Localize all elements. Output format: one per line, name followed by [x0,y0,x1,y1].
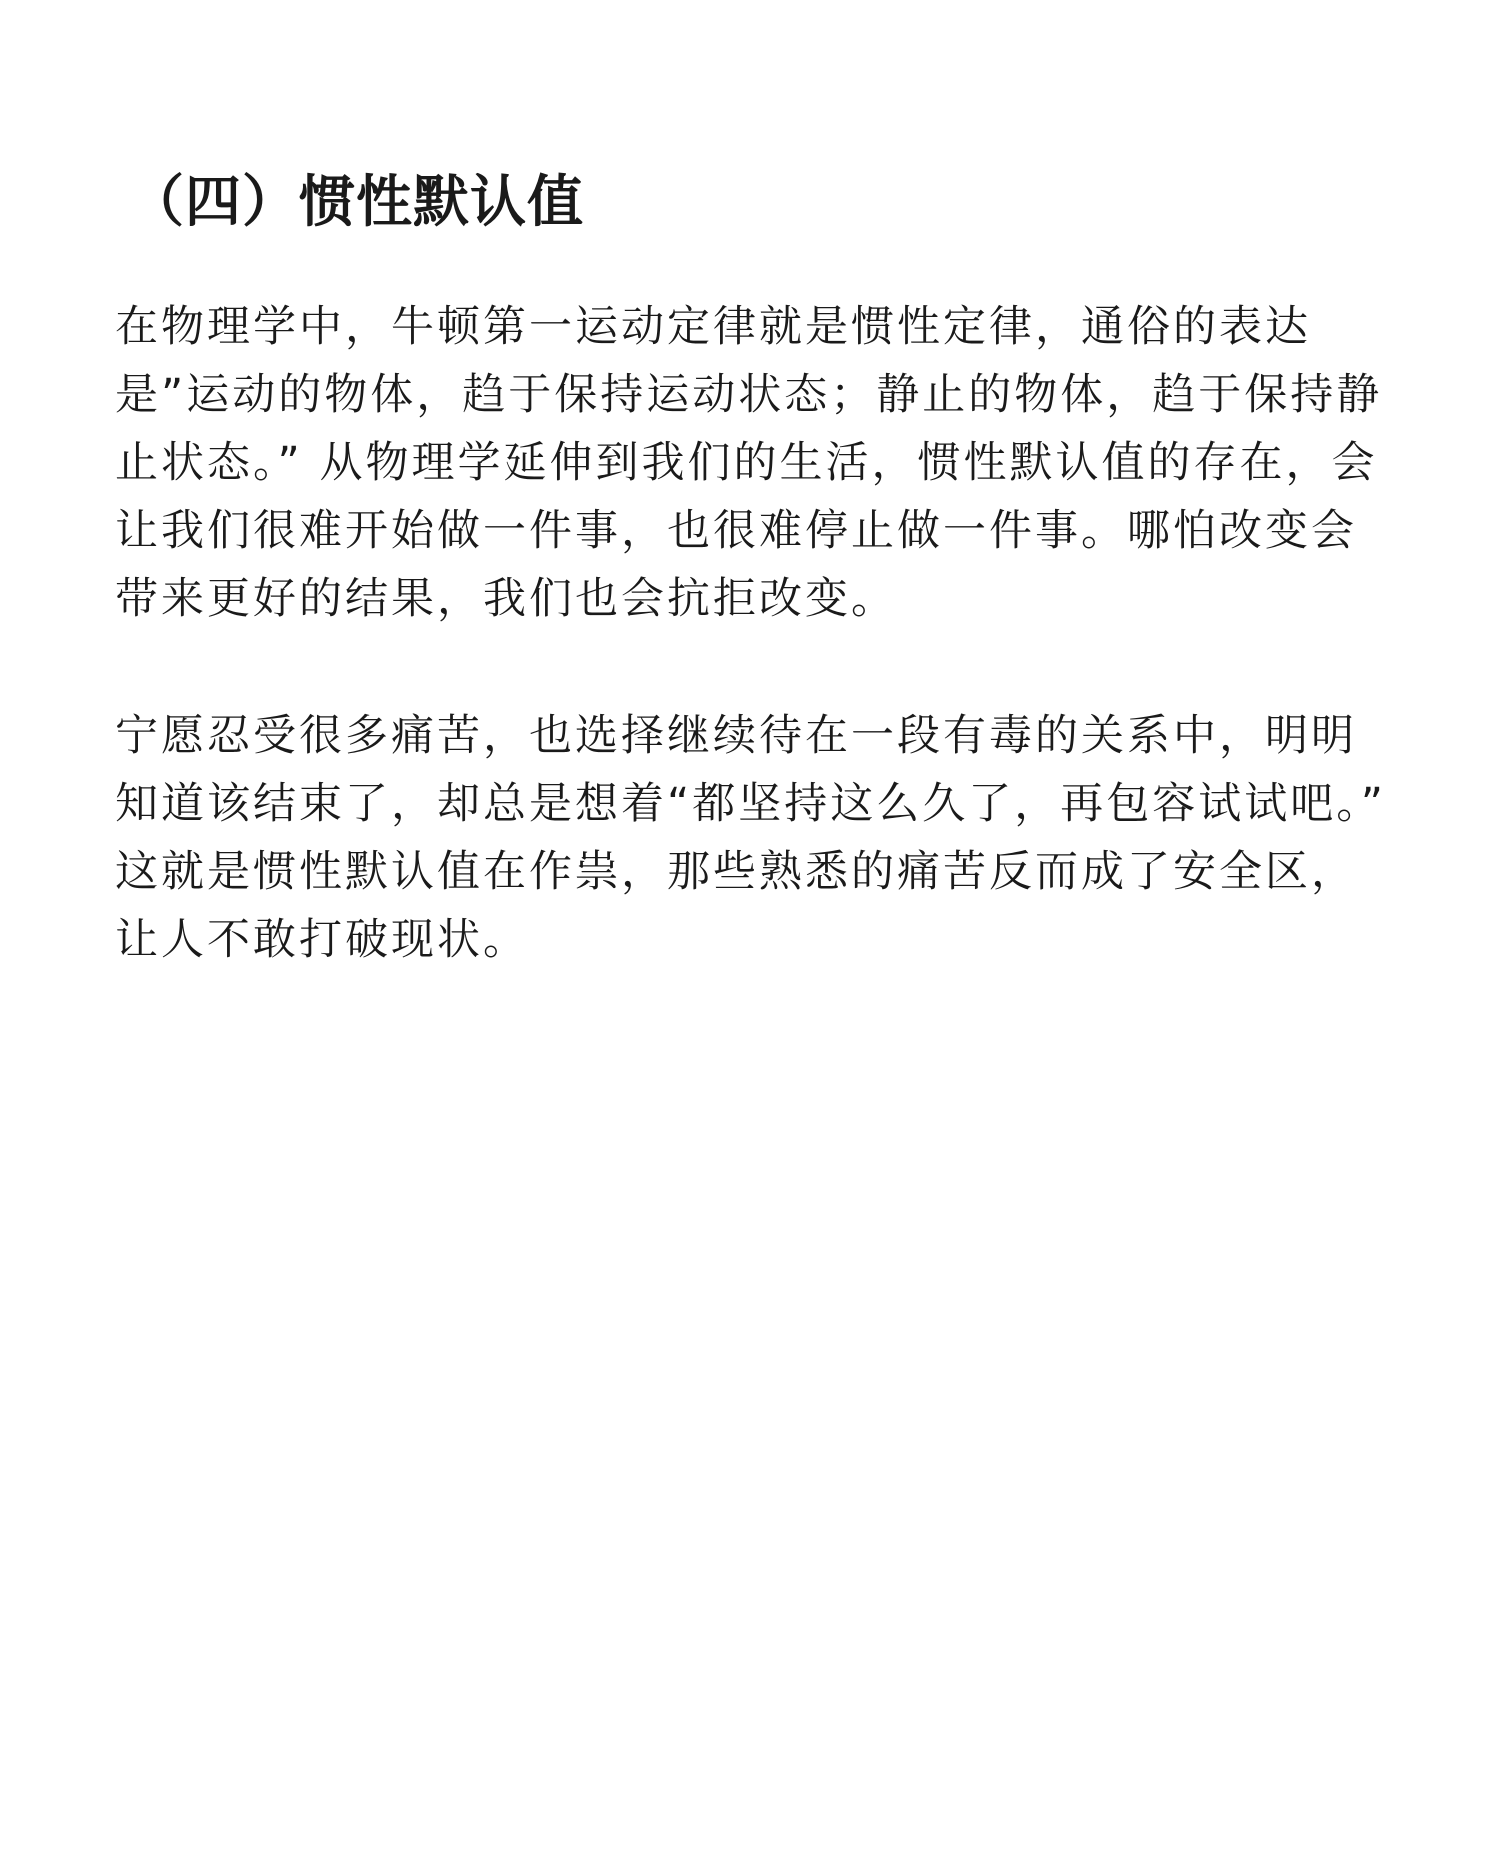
paragraph-inertia-example: 宁愿忍受很多痛苦，也选择继续待在一段有毒的关系中，明明知道该结束了，却总是想着“都坚持这么久了，再包容试试吧。” 这就是惯性默认值在作祟，那些熟悉的痛苦反而成了安全区，让人不敢打破现状。 [115,711,1387,965]
paragraph-inertia-definition: 在物理学中，牛顿第一运动定律就是惯性定律，通俗的表达是”运动的物体，趋于保持运动状态；静止的物体，趋于保持静止状态。” 从物理学延伸到我们的生活，惯性默认值的存在，会让我们很难开始做一件事，也很难停止做一件事。哪怕改变会带来更好的结果，我们也会抗拒改变。 [115,302,1383,624]
section-heading: （四）惯性默认值 [128,170,584,235]
